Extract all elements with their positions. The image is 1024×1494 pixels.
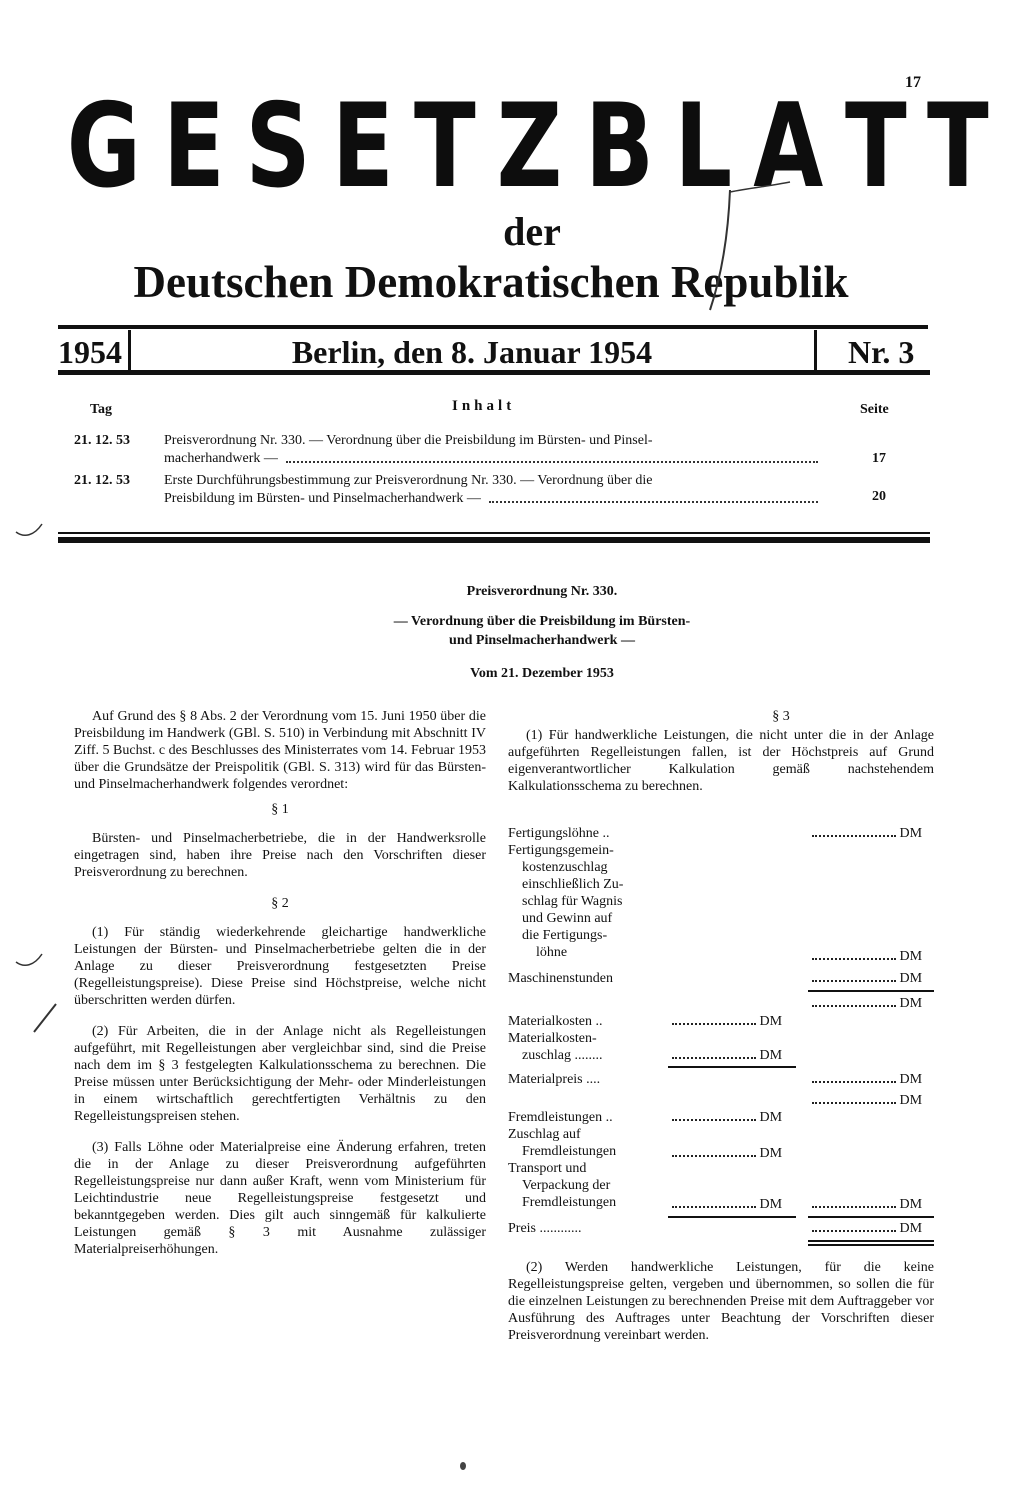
calc-label: Preis ............	[508, 1221, 582, 1236]
calc-label: Verpackung der	[522, 1178, 611, 1193]
toc-rule-thin	[58, 532, 930, 534]
calc-label: schlag für Wagnis	[522, 894, 623, 909]
issue-place-date: Berlin, den 8. Januar 1954	[291, 334, 653, 370]
toc-entry-line-wrap	[164, 490, 824, 508]
article-title: Preisverordnung Nr. 330.	[466, 584, 618, 599]
masthead-letter: L	[674, 79, 735, 214]
calc-amount: DM	[812, 948, 922, 965]
calc-amount: DM	[812, 1092, 922, 1109]
calc-label: die Fertigungs-	[522, 928, 608, 943]
calc-label: zuschlag ........	[522, 1048, 603, 1063]
masthead-letter: A	[753, 79, 826, 214]
calc-label: und Gewinn auf	[522, 911, 613, 926]
toc-entry-line: Preisverordnung Nr. 330. — Verordnung über die Preisbildung im Bürsten- und Pinsel-	[164, 433, 653, 448]
calc-amount: DM	[812, 1196, 922, 1213]
right-column-continued	[508, 1259, 934, 1344]
calc-amount: DM	[672, 1196, 782, 1213]
intro-paragraph: Auf Grund des § 8 Abs. 2 der Verordnung vom 15. Juni 1950 über die Preisbildung im Handwerk (GBl. S. 510) in Verbindung mit Abschnitt IV Ziff. 5 Buchst. c des Beschlusses des Ministerrates vom 14. Februar 1953 über die Grundsätze der Preispolitik (GBl. S. 313) wird für das Bürsten- und Pinselmacherhandwerk folgendes verordnet:	[74, 709, 486, 792]
masthead-letter: E	[332, 79, 397, 214]
issue-year: 1954	[58, 334, 122, 370]
calc-label: kostenzuschlag	[522, 860, 608, 875]
article-subtitle: — Verordnung über die Preisbildung im Bürsten-	[393, 614, 691, 629]
masthead-letter: Z	[496, 79, 565, 214]
handwritten-mark	[690, 180, 800, 320]
paragraph: (1) Für ständig wiederkehrende gleichartige handwerkliche Leistungen der Bürsten- und Pinselmacherbetriebe gelten die in der Anlage zu dieser Preisverordnung festgesetzten Preise (Regelleistungspreise). Diese Preise sind Höchstpreise, welche nicht überschritten werden dürfen.	[74, 925, 486, 1008]
paragraph: (2) Für Arbeiten, die in der Anlage nicht als Regelleistungen aufgeführt, mit Regelleistungen aber vergleichbar sind, sind die Preise nach dem im § 3 festgelegten Kalkulationsschema zu berechnen. Die Preise müssen unter Berücksichtigung der Mehr- oder Minderleistungen in einem wirtschaftlich gerechtfertigten Verhältnis zu den Regelleistungspreisen stehen.	[74, 1024, 486, 1124]
paragraph: (3) Falls Löhne oder Materialpreise eine Änderung erfahren, treten die in der Anlage zu dieser Preisverordnung aufgeführten Regelleistungspreise nur dann außer Kraft, wenn vom Ministerium für Leichtindustrie neue Regelleistungspreise festgesetzt und bekanntgegeben werden. Dies gilt auch sinngemäß für kalkulierte Leistungen gemäß § 3 mit Ausnahme zulässiger Materialpreiserhöhungen.	[74, 1140, 486, 1257]
masthead-letter: T	[926, 79, 991, 214]
article-date: Vom 21. Dezember 1953	[470, 666, 614, 681]
calc-amount: DM	[672, 1145, 782, 1162]
toc-entry-date: 21. 12. 53	[74, 473, 130, 488]
paragraph: Bürsten- und Pinselmacherbetriebe, die in der Handwerksrolle eingetragen sind, haben ihre Preise nach den Vorschriften dieser Preisverordnung zu berechnen.	[74, 831, 486, 880]
calc-amount: DM	[812, 970, 922, 987]
toc-tag-header: Tag	[90, 402, 113, 417]
calc-amount: DM	[812, 825, 922, 842]
calc-amount: DM	[672, 1047, 782, 1064]
total-rule	[808, 1244, 934, 1246]
section-heading: § 3	[772, 709, 790, 724]
issue-bar-top-rule	[58, 325, 928, 329]
masthead-republic: Deutschen Demokratischen Republik	[133, 257, 849, 307]
calc-label: Fertigungslöhne ..	[508, 826, 610, 841]
masthead-letter: B	[584, 79, 656, 214]
toc-entry-line: Erste Durchführungsbestimmung zur Preisverordnung Nr. 330. — Verordnung über die	[164, 473, 653, 488]
calc-label: Fertigungsgemein-	[508, 843, 614, 858]
toc-content-header: Inhalt	[452, 398, 516, 414]
issue-number: Nr. 3	[848, 334, 915, 370]
calc-amount: DM	[672, 1013, 782, 1030]
calc-label: Zuschlag auf	[508, 1127, 581, 1142]
toc-entry-title	[164, 432, 824, 468]
section-heading: § 1	[271, 802, 289, 817]
sum-rule	[668, 1216, 796, 1218]
ink-spot	[460, 1462, 466, 1470]
toc-entry-line: Preisbildung im Bürsten- und Pinselmacherhandwerk —	[164, 491, 481, 506]
toc-entry-title	[164, 472, 824, 508]
calc-amount: DM	[812, 995, 922, 1012]
calc-label: Fremdleistungen	[522, 1144, 617, 1159]
calc-label: Materialkosten ..	[508, 1014, 603, 1029]
masthead-letter: E	[163, 79, 228, 214]
masthead-letter: T	[844, 79, 909, 214]
toc-leader-dots	[286, 450, 818, 463]
sum-rule	[808, 990, 934, 992]
toc-entry-line: macherhandwerk —	[164, 451, 278, 466]
calc-amount: DM	[812, 1071, 922, 1088]
sum-rule	[668, 1066, 796, 1068]
calc-amount: DM	[812, 1220, 922, 1237]
article-subtitle: und Pinselmacherhandwerk —	[449, 633, 635, 648]
toc-leader-dots	[489, 490, 818, 503]
calc-label: Materialpreis ....	[508, 1072, 601, 1087]
calc-label: löhne	[536, 945, 568, 960]
calc-label: einschließlich Zu-	[522, 877, 624, 892]
masthead-letter: G	[66, 79, 144, 214]
paragraph: (2) Werden handwerkliche Leistungen, für die keine Regelleistungspreise gelten, vergeben und übernommen, so sollen die für die einzelnen Leistungen zu berechnenden Preise mit dem Auftraggeber vor Ausführung des Auftrages unter Beachtung der Vorschriften dieser Preisverordnung vereinbart werden.	[508, 1260, 934, 1343]
margin-mark	[14, 520, 44, 540]
paragraph: (1) Für handwerkliche Leistungen, die nicht unter die in der Anlage aufgeführten Regelleistungen fallen, ist der Höchstpreis auf Grund eigenverantwortlicher Kalkulation gemäß nachstehendem Kalkulationsschema zu berechnen.	[508, 728, 934, 794]
sum-rule	[808, 1216, 934, 1218]
issue-bar-divider	[814, 330, 817, 370]
right-column	[508, 708, 934, 795]
toc-entry-page: 20	[872, 489, 886, 504]
margin-mark	[30, 1000, 60, 1036]
calc-label: Fremdleistungen	[522, 1195, 617, 1210]
page-number: 17	[905, 74, 921, 91]
masthead-letter: S	[245, 79, 314, 214]
total-rule	[808, 1240, 934, 1242]
toc-rule-thick	[58, 537, 930, 543]
margin-mark	[14, 950, 44, 970]
left-column	[74, 708, 486, 1272]
masthead-der: der	[503, 209, 561, 254]
toc-entry-page: 17	[872, 451, 886, 466]
calc-label: Fremdleistungen ..	[508, 1110, 613, 1125]
issue-bar-bottom-rule	[58, 370, 930, 375]
calc-label: Maschinenstunden	[508, 971, 613, 986]
section-heading: § 2	[271, 896, 289, 911]
toc-entry-date: 21. 12. 53	[74, 433, 130, 448]
calc-label: Transport und	[508, 1161, 587, 1176]
masthead-letter: T	[414, 79, 479, 214]
toc-page-header: Seite	[860, 402, 889, 417]
calc-label: Materialkosten-	[508, 1031, 597, 1046]
calc-amount: DM	[672, 1109, 782, 1126]
toc-entry-line-wrap	[164, 450, 824, 468]
